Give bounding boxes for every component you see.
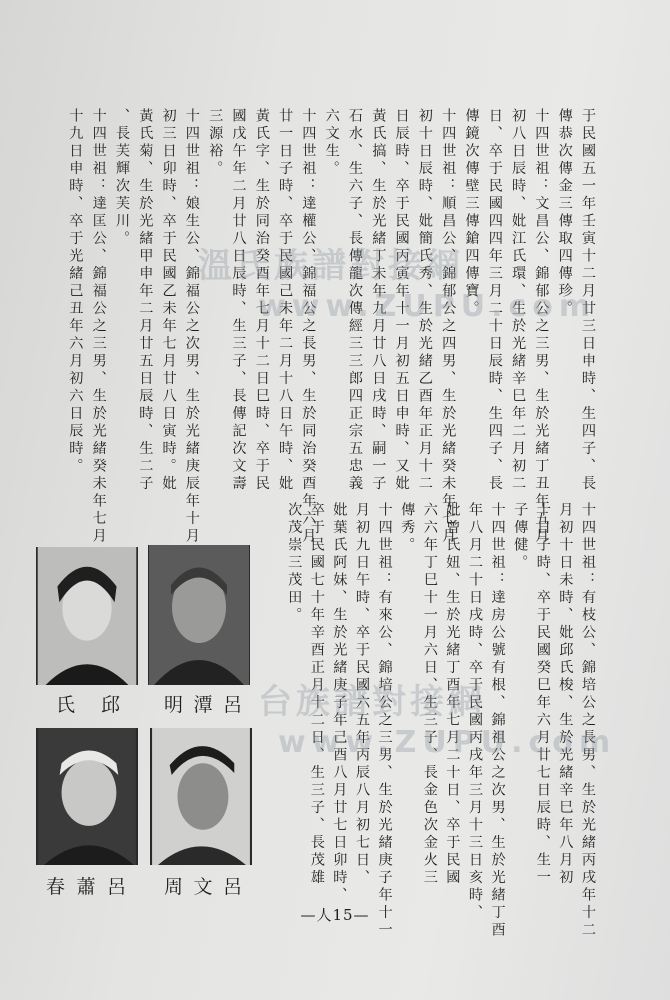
text-column: 十日子時、卒于民國癸巳年六月廿七日辰時、生一: [534, 502, 551, 887]
text-column: 十四世祖：有來公、錦培公之三男、生於光緒庚子年十一: [376, 502, 393, 940]
watermark-lower-text: 台族譜對接網: [258, 682, 486, 722]
text-column: 初十日辰時、妣簡氏秀、生於光緒乙酉年正月十二: [416, 108, 433, 493]
portrait-photo-4: [36, 728, 138, 865]
text-column: 十四世祖：達房公號有根、錦祖公之次男、生於光緒丁酉: [489, 502, 506, 940]
text-column: 十四世祖：順昌公、錦郁公之四男、生於光緒癸未年七月: [440, 108, 457, 546]
text-column: 日、卒于民國四四年三月二十日辰時、生四子、長: [486, 108, 503, 493]
caption-char: 蕭: [76, 876, 96, 898]
text-column: 黃氏菊、生於光緒甲申年二月廿五日辰時、生二子: [137, 108, 154, 493]
text-column: 卒于民國七十年辛酉正月十二日、生三子、長茂雄: [308, 502, 325, 887]
text-column: 月初十日未時、妣邱氏梭、生於光緒辛巳年八月初: [557, 502, 574, 887]
text-column: 初八日辰時、妣江氏環、生於光緒辛巳年二月初二: [510, 108, 527, 493]
text-column: 十四世祖：娘生公、錦福公之次男、生於光緒庚辰年十月: [183, 108, 200, 546]
caption-char: 明: [164, 694, 184, 716]
page-number: —人15—: [300, 906, 370, 924]
text-column: 子傳健。: [512, 502, 529, 572]
text-column: 妣葉氏阿妹、生於光緒庚子年己酉八月廿七日卯時、: [331, 502, 348, 905]
text-column: 于民國五一年壬寅十二月廿三日申時、生四子、長: [580, 108, 596, 493]
portrait-photo-3: [150, 728, 252, 865]
text-column: 廿一日子時、卒于民國己未年二月十八日午時、妣: [277, 108, 294, 493]
text-column: 十四世祖：文昌公、錦郁公之三男、生於光緒丁丑年五月: [533, 108, 550, 546]
portrait-icon-2: [36, 547, 138, 685]
portrait-icon-4: [36, 728, 138, 865]
text-column: 次茂崇三茂田。: [286, 502, 303, 625]
caption-photo-2: [56, 690, 120, 717]
caption-char: 周: [164, 876, 184, 898]
portrait-photo-1: [148, 545, 250, 685]
text-column: 初三日卯時、卒于民國乙未年七月廿八日寅時。妣: [160, 108, 177, 493]
caption-photo-1: [164, 690, 242, 717]
caption-char: 呂: [222, 694, 242, 716]
caption-char: 呂: [222, 876, 242, 898]
watermark-upper-text: 溫氏族譜對接網: [198, 246, 464, 286]
text-column: 十九日申時、卒于光緒己丑年六月初六日辰時。: [67, 108, 84, 476]
caption-char: 邱: [100, 694, 120, 716]
text-column: 十四世祖：達匡公、錦福公之三男、生於光緒癸未年七月: [90, 108, 107, 546]
watermark-lower-url: www.ZUPU.com: [278, 725, 617, 760]
text-column: 十四世祖：達權公、錦福公之長男、生於同治癸酉年六月: [300, 108, 317, 546]
text-column: 國戊午年二月廿八日辰時、生三子、長傳記次文壽: [230, 108, 247, 493]
text-column: 年八月二十日戌時、卒于民國丙戌年三月十三日亥時、: [467, 502, 483, 922]
text-column: 日辰時、卒于民國丙寅年十一月初五日申時、又妣: [393, 108, 410, 493]
text-column: 黃氏搞、生於光緒丁未年九月廿八日戌時、嗣一子: [370, 108, 387, 493]
text-column: 三源裕。: [207, 108, 224, 178]
text-column: 傳鏡次傳壁三傳鎗四傳寶。: [463, 108, 480, 318]
caption-photo-3: [164, 872, 242, 899]
caption-char: 呂: [106, 876, 126, 898]
caption-char: 文: [193, 876, 213, 898]
text-column: 石水、生六子、長傳龍次傳經三三郎四正宗五忠義: [347, 108, 363, 493]
text-column: 傳秀。: [399, 502, 416, 555]
watermark-upper-url: www.ZUPU.com: [258, 289, 597, 324]
text-column: 六六年丁巳十一月六日、生三子、長金色次金火三: [421, 502, 438, 887]
portrait-icon-1: [148, 545, 250, 685]
portrait-photo-2: [36, 547, 138, 685]
caption-char: 春: [46, 876, 66, 898]
text-column: 傳恭次傳金三傳取四傳珍。: [556, 108, 573, 318]
caption-photo-4: [46, 872, 126, 899]
text-column: 、長芙輝次芙川。: [114, 108, 130, 248]
watermark-upper: [198, 238, 596, 324]
caption-char: 潭: [193, 694, 213, 716]
text-column: 六文生。: [323, 108, 340, 178]
text-column: 十四世祖：有枝公、錦培公之長男、生於光緒丙戌年十二: [580, 502, 596, 940]
text-column: 妣曾氏妞、生於光緒丁酉年七月二十日、卒于民國: [444, 502, 461, 887]
text-column: 月初九日午時、卒于民國六五年丙辰八月初七日、: [354, 502, 370, 887]
caption-char: 氏: [56, 694, 76, 716]
watermark-lower: [258, 674, 616, 760]
text-column: 黃氏字、生於同治癸酉年七月十二日巳時、卒于民: [253, 108, 270, 493]
portrait-icon-3: [150, 728, 252, 865]
